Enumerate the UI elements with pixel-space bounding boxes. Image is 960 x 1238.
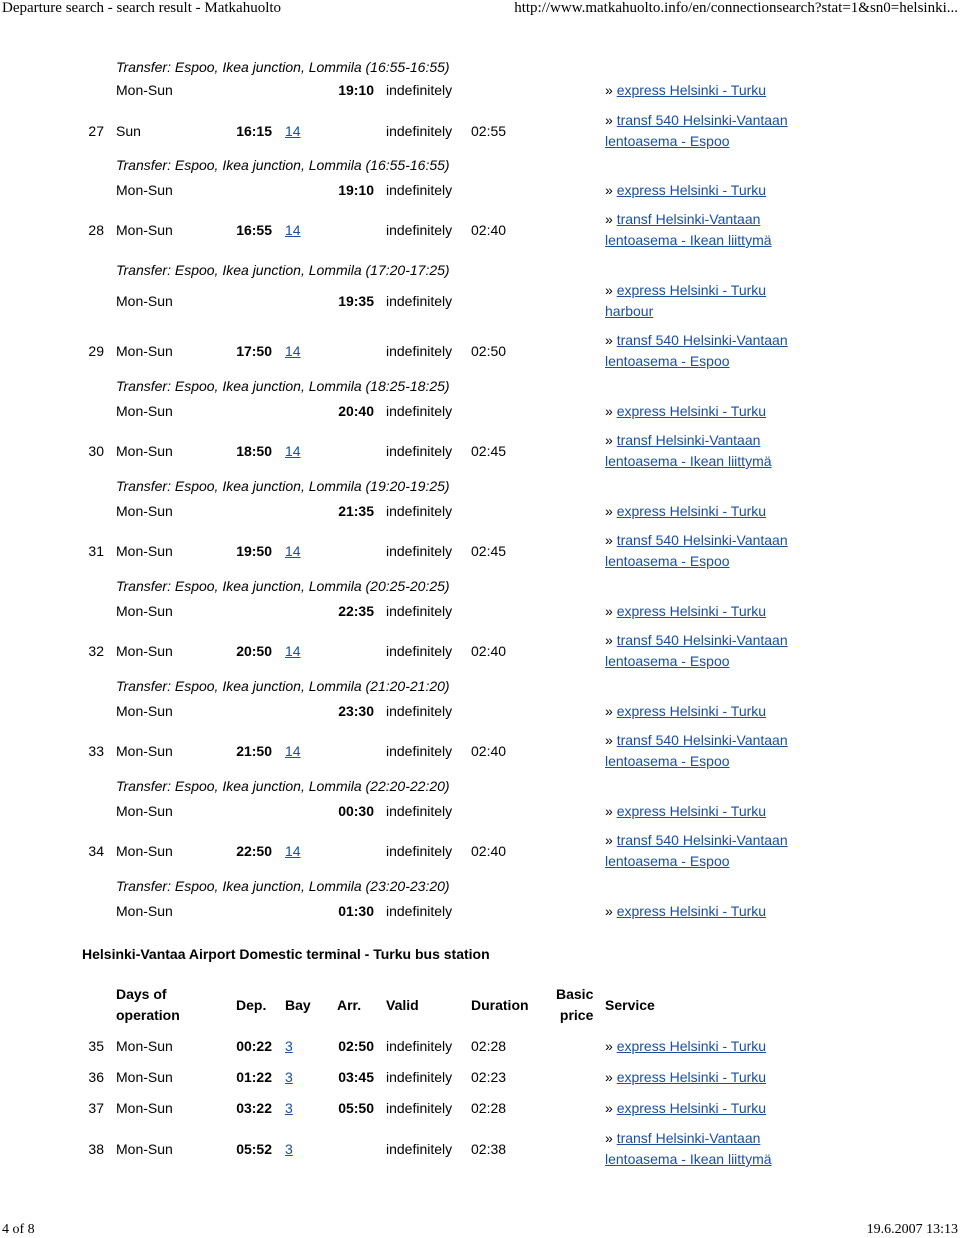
departure-time: 16:15 <box>236 123 272 139</box>
table-row <box>0 532 960 569</box>
col-price-header <box>556 984 593 1026</box>
row-number: 32 <box>88 643 104 659</box>
service-link[interactable]: transf 540 Helsinki-Vantaan <box>616 532 788 548</box>
valid-until: indefinitely <box>386 743 453 759</box>
service-line <box>605 851 788 872</box>
table-row <box>0 676 960 696</box>
service-line <box>605 401 766 421</box>
departure-time: 05:52 <box>236 1141 272 1157</box>
table-row <box>0 180 960 200</box>
service-cell <box>605 330 788 372</box>
bay-link[interactable]: 3 <box>285 1069 293 1085</box>
service-line <box>605 601 766 621</box>
row-number: 27 <box>88 123 104 139</box>
bay-link[interactable]: 14 <box>285 443 301 459</box>
valid-until: indefinitely <box>386 123 453 139</box>
valid-until: indefinitely <box>386 643 453 659</box>
service-link[interactable]: lentoasema - Espoo <box>605 853 730 869</box>
duration: 02:23 <box>471 1069 507 1085</box>
page-url: http://www.matkahuolto.info/en/connectionsearch?stat=1&sn0=helsinki... <box>514 0 958 16</box>
service-link[interactable]: lentoasema - Espoo <box>605 753 730 769</box>
service-link[interactable]: express Helsinki - Turku <box>616 1069 767 1085</box>
arrow-glyph: » <box>605 182 617 198</box>
col-days-line2: operation <box>116 1007 180 1023</box>
print-datetime: 19.6.2007 13:13 <box>866 1222 958 1237</box>
service-cell <box>605 280 766 322</box>
row-number: 30 <box>88 443 104 459</box>
service-link[interactable]: express Helsinki - Turku <box>616 182 767 198</box>
table-row <box>0 282 960 319</box>
arrow-glyph: » <box>605 1069 617 1085</box>
service-link[interactable]: express Helsinki - Turku <box>616 603 767 619</box>
valid-until: indefinitely <box>386 843 453 859</box>
table-row <box>0 80 960 100</box>
duration: 02:28 <box>471 1038 507 1054</box>
table-row <box>0 1098 960 1118</box>
table-row <box>0 801 960 821</box>
service-link[interactable]: lentoasema - Espoo <box>605 553 730 569</box>
service-link[interactable]: express Helsinki - Turku <box>616 1038 767 1054</box>
table-row <box>0 501 960 521</box>
days-of-operation: Mon-Sun <box>116 403 173 419</box>
service-cell <box>605 1067 766 1087</box>
service-link[interactable]: harbour <box>605 303 654 319</box>
transfer-note: Transfer: Espoo, Ikea junction, Lommila (16:55-16:55) <box>116 59 450 75</box>
service-cell <box>605 730 788 772</box>
bay-link[interactable]: 14 <box>285 843 301 859</box>
service-cell <box>605 1128 772 1170</box>
service-link[interactable]: express Helsinki - Turku <box>616 82 767 98</box>
service-line <box>605 280 766 301</box>
arrival-time: 19:35 <box>338 293 374 309</box>
service-cell <box>605 209 772 251</box>
service-link[interactable]: express Helsinki - Turku <box>616 282 767 298</box>
duration: 02:55 <box>471 123 507 139</box>
days-of-operation: Mon-Sun <box>116 703 173 719</box>
days-of-operation: Mon-Sun <box>116 343 173 359</box>
col-price-line2: price <box>559 1007 594 1023</box>
days-of-operation: Mon-Sun <box>116 543 173 559</box>
arrow-glyph: » <box>605 903 617 919</box>
service-line <box>605 180 766 200</box>
duration: 02:38 <box>471 1141 507 1157</box>
days-of-operation: Mon-Sun <box>116 1038 173 1054</box>
service-cell <box>605 80 766 100</box>
service-line <box>605 451 772 472</box>
valid-until: indefinitely <box>386 1038 453 1054</box>
table-row <box>0 776 960 796</box>
arrival-time: 20:40 <box>338 403 374 419</box>
service-link[interactable]: express Helsinki - Turku <box>616 803 767 819</box>
table-row <box>0 332 960 369</box>
arrow-glyph: » <box>605 282 617 298</box>
arrow-glyph: » <box>605 432 617 448</box>
arrival-time: 03:45 <box>338 1069 374 1085</box>
table-row <box>0 476 960 496</box>
service-link[interactable]: transf 540 Helsinki-Vantaan <box>616 732 788 748</box>
service-cell <box>605 1036 766 1056</box>
col-price-line1: Basic <box>556 986 594 1002</box>
days-of-operation: Mon-Sun <box>116 222 173 238</box>
arrival-time: 00:30 <box>338 803 374 819</box>
table-row <box>0 401 960 421</box>
service-line <box>605 80 766 100</box>
bay-link[interactable]: 14 <box>285 123 301 139</box>
valid-until: indefinitely <box>386 503 453 519</box>
col-duration-header: Duration <box>471 997 529 1013</box>
table-row <box>0 701 960 721</box>
duration: 02:40 <box>471 222 507 238</box>
service-line <box>605 751 788 772</box>
bay-link[interactable]: 14 <box>285 643 301 659</box>
row-number: 35 <box>88 1038 104 1054</box>
bay-link[interactable]: 14 <box>285 222 301 238</box>
service-line <box>605 801 766 821</box>
valid-until: indefinitely <box>386 703 453 719</box>
service-line <box>605 701 766 721</box>
service-line <box>605 1128 772 1149</box>
table-row <box>0 1130 960 1167</box>
arrival-time: 19:10 <box>338 182 374 198</box>
row-number: 29 <box>88 343 104 359</box>
col-valid-header: Valid <box>386 997 419 1013</box>
valid-until: indefinitely <box>386 1069 453 1085</box>
service-cell <box>605 601 766 621</box>
service-line <box>605 131 788 152</box>
row-number: 28 <box>88 222 104 238</box>
arrival-time: 21:35 <box>338 503 374 519</box>
service-cell <box>605 701 766 721</box>
table-row <box>0 57 960 77</box>
arrival-time: 19:10 <box>338 82 374 98</box>
duration: 02:40 <box>471 643 507 659</box>
bay-link[interactable]: 14 <box>285 743 301 759</box>
page-number: 4 of 8 <box>2 1222 35 1237</box>
service-line <box>605 1098 766 1118</box>
table-row <box>0 601 960 621</box>
transfer-note: Transfer: Espoo, Ikea junction, Lommila (17:20-17:25) <box>116 262 450 278</box>
valid-until: indefinitely <box>386 443 453 459</box>
service-line <box>605 330 788 351</box>
table-row <box>0 1067 960 1087</box>
departure-time: 19:50 <box>236 543 272 559</box>
service-link[interactable]: express Helsinki - Turku <box>616 1100 767 1116</box>
service-link[interactable]: transf 540 Helsinki-Vantaan <box>616 832 788 848</box>
row-number: 36 <box>88 1069 104 1085</box>
valid-until: indefinitely <box>386 403 453 419</box>
service-line <box>605 1149 772 1170</box>
table-row <box>0 632 960 669</box>
service-line <box>605 501 766 521</box>
transfer-note: Transfer: Espoo, Ikea junction, Lommila (20:25-20:25) <box>116 578 450 594</box>
row-number: 31 <box>88 543 104 559</box>
service-line <box>605 301 766 322</box>
bay-link[interactable]: 3 <box>285 1141 293 1157</box>
transfer-note: Transfer: Espoo, Ikea junction, Lommila (19:20-19:25) <box>116 478 450 494</box>
service-line <box>605 430 772 451</box>
table-row <box>0 376 960 396</box>
col-dep-header: Dep. <box>236 997 267 1013</box>
valid-until: indefinitely <box>386 1141 453 1157</box>
table-row <box>0 576 960 596</box>
duration: 02:28 <box>471 1100 507 1116</box>
table-row <box>0 832 960 869</box>
service-line <box>605 630 788 651</box>
section-title: Helsinki-Vantaa Airport Domestic terminal - Turku bus station <box>82 946 490 962</box>
days-of-operation: Mon-Sun <box>116 903 173 919</box>
service-link[interactable]: lentoasema - Espoo <box>605 653 730 669</box>
departure-time: 03:22 <box>236 1100 272 1116</box>
service-line <box>605 230 772 251</box>
row-number: 37 <box>88 1100 104 1116</box>
arrow-glyph: » <box>605 632 617 648</box>
bay-link[interactable]: 14 <box>285 543 301 559</box>
arrow-glyph: » <box>605 1038 617 1054</box>
service-line <box>605 110 788 131</box>
service-link[interactable]: express Helsinki - Turku <box>616 503 767 519</box>
table-row <box>0 732 960 769</box>
service-cell <box>605 180 766 200</box>
service-line <box>605 209 772 230</box>
service-link[interactable]: transf 540 Helsinki-Vantaan <box>616 332 788 348</box>
table-row <box>0 432 960 469</box>
table-row <box>0 876 960 896</box>
arrow-glyph: » <box>605 603 617 619</box>
service-link[interactable]: lentoasema - Ikean liittymä <box>605 453 772 469</box>
service-cell <box>605 401 766 421</box>
table-row <box>0 901 960 921</box>
arrow-glyph: » <box>605 732 617 748</box>
bay-link[interactable]: 3 <box>285 1100 293 1116</box>
service-cell <box>605 430 772 472</box>
service-link[interactable]: transf 540 Helsinki-Vantaan <box>616 632 788 648</box>
duration: 02:45 <box>471 443 507 459</box>
col-service-header: Service <box>605 997 655 1013</box>
transfer-note: Transfer: Espoo, Ikea junction, Lommila (22:20-22:20) <box>116 778 450 794</box>
arrival-time: 01:30 <box>338 903 374 919</box>
departure-time: 16:55 <box>236 222 272 238</box>
days-of-operation: Mon-Sun <box>116 443 173 459</box>
service-link[interactable]: lentoasema - Espoo <box>605 353 730 369</box>
service-line <box>605 830 788 851</box>
service-line <box>605 351 788 372</box>
departure-time: 01:22 <box>236 1069 272 1085</box>
days-of-operation: Mon-Sun <box>116 182 173 198</box>
departure-time: 17:50 <box>236 343 272 359</box>
service-cell <box>605 830 788 872</box>
arrow-glyph: » <box>605 82 617 98</box>
arrow-glyph: » <box>605 1130 617 1146</box>
duration: 02:50 <box>471 343 507 359</box>
days-of-operation: Mon-Sun <box>116 603 173 619</box>
departure-time: 21:50 <box>236 743 272 759</box>
page-title: Departure search - search result - Matkahuolto <box>2 0 282 16</box>
duration: 02:45 <box>471 543 507 559</box>
duration: 02:40 <box>471 843 507 859</box>
duration: 02:40 <box>471 743 507 759</box>
table-row <box>0 260 960 280</box>
departure-time: 22:50 <box>236 843 272 859</box>
arrival-time: 23:30 <box>338 703 374 719</box>
valid-until: indefinitely <box>386 222 453 238</box>
arrow-glyph: » <box>605 503 617 519</box>
row-number: 33 <box>88 743 104 759</box>
service-cell <box>605 1098 766 1118</box>
arrow-glyph: » <box>605 112 617 128</box>
days-of-operation: Sun <box>116 123 141 139</box>
valid-until: indefinitely <box>386 543 453 559</box>
service-line <box>605 530 788 551</box>
col-days-header <box>116 984 180 1026</box>
bay-link[interactable]: 14 <box>285 343 301 359</box>
service-cell <box>605 901 766 921</box>
service-line <box>605 901 766 921</box>
arrow-glyph: » <box>605 532 617 548</box>
arrival-time: 22:35 <box>338 603 374 619</box>
service-cell <box>605 630 788 672</box>
days-of-operation: Mon-Sun <box>116 1141 173 1157</box>
valid-until: indefinitely <box>386 293 453 309</box>
service-link[interactable]: transf Helsinki-Vantaan <box>616 432 761 448</box>
service-line <box>605 551 788 572</box>
arrow-glyph: » <box>605 1100 617 1116</box>
col-days-line1: Days of <box>116 986 167 1002</box>
days-of-operation: Mon-Sun <box>116 643 173 659</box>
browser-print-header <box>0 0 960 22</box>
service-link[interactable]: lentoasema - Espoo <box>605 133 730 149</box>
days-of-operation: Mon-Sun <box>116 803 173 819</box>
arrow-glyph: » <box>605 332 617 348</box>
service-line <box>605 1067 766 1087</box>
service-cell <box>605 530 788 572</box>
service-cell <box>605 801 766 821</box>
service-link[interactable]: express Helsinki - Turku <box>616 703 767 719</box>
valid-until: indefinitely <box>386 903 453 919</box>
days-of-operation: Mon-Sun <box>116 743 173 759</box>
days-of-operation: Mon-Sun <box>116 503 173 519</box>
transfer-note: Transfer: Espoo, Ikea junction, Lommila (23:20-23:20) <box>116 878 450 894</box>
transfer-note: Transfer: Espoo, Ikea junction, Lommila (16:55-16:55) <box>116 157 450 173</box>
table-row <box>0 1036 960 1056</box>
valid-until: indefinitely <box>386 82 453 98</box>
arrow-glyph: » <box>605 211 617 227</box>
service-link[interactable]: transf 540 Helsinki-Vantaan <box>616 112 788 128</box>
col-arr-header: Arr. <box>337 997 362 1013</box>
arrow-glyph: » <box>605 832 617 848</box>
service-link[interactable]: lentoasema - Ikean liittymä <box>605 1151 772 1167</box>
days-of-operation: Mon-Sun <box>116 82 173 98</box>
arrival-time: 02:50 <box>338 1038 374 1054</box>
valid-until: indefinitely <box>386 1100 453 1116</box>
transfer-note: Transfer: Espoo, Ikea junction, Lommila (21:20-21:20) <box>116 678 450 694</box>
days-of-operation: Mon-Sun <box>116 1100 173 1116</box>
days-of-operation: Mon-Sun <box>116 1069 173 1085</box>
days-of-operation: Mon-Sun <box>116 843 173 859</box>
days-of-operation: Mon-Sun <box>116 293 173 309</box>
browser-print-footer <box>0 1222 960 1238</box>
valid-until: indefinitely <box>386 803 453 819</box>
transfer-note: Transfer: Espoo, Ikea junction, Lommila (18:25-18:25) <box>116 378 450 394</box>
service-line <box>605 651 788 672</box>
bay-link[interactable]: 3 <box>285 1038 293 1054</box>
service-line <box>605 1036 766 1056</box>
arrow-glyph: » <box>605 403 617 419</box>
valid-until: indefinitely <box>386 603 453 619</box>
service-cell <box>605 501 766 521</box>
table-row <box>0 211 960 248</box>
departure-time: 00:22 <box>236 1038 272 1054</box>
service-cell <box>605 110 788 152</box>
valid-until: indefinitely <box>386 343 453 359</box>
table-row <box>0 112 960 149</box>
row-number: 34 <box>88 843 104 859</box>
table-row <box>0 155 960 175</box>
arrow-glyph: » <box>605 803 617 819</box>
service-link[interactable]: lentoasema - Ikean liittymä <box>605 232 772 248</box>
service-link[interactable]: transf Helsinki-Vantaan <box>616 211 761 227</box>
arrival-time: 05:50 <box>338 1100 374 1116</box>
service-line <box>605 730 788 751</box>
col-bay-header: Bay <box>285 997 311 1013</box>
row-number: 38 <box>88 1141 104 1157</box>
valid-until: indefinitely <box>386 182 453 198</box>
departure-time: 18:50 <box>236 443 272 459</box>
service-link[interactable]: express Helsinki - Turku <box>616 403 767 419</box>
arrow-glyph: » <box>605 703 617 719</box>
departure-time: 20:50 <box>236 643 272 659</box>
service-link[interactable]: transf Helsinki-Vantaan <box>616 1130 761 1146</box>
service-link[interactable]: express Helsinki - Turku <box>616 903 767 919</box>
